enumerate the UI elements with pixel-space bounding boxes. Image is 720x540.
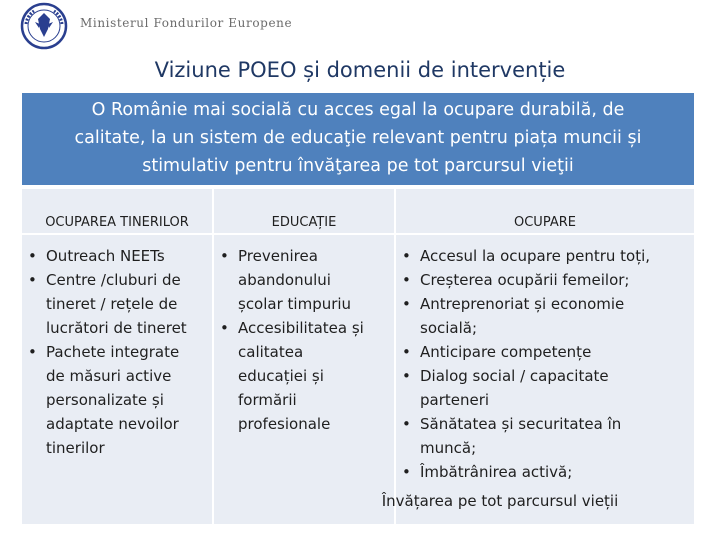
- list-item-line: tineret / rețele de: [46, 295, 178, 313]
- list-item-line: de măsuri active: [46, 367, 172, 385]
- list-item-line: • Creșterea ocupării femeilor;: [420, 271, 630, 289]
- vision-box: [22, 93, 694, 185]
- list-ocupare: [396, 244, 694, 484]
- list-item: [396, 244, 694, 268]
- lifelong-learning-label: Învățarea pe tot parcursul vieții: [381, 492, 619, 510]
- ministry-name: Ministerul Fondurilor Europene: [80, 16, 293, 30]
- list-item-line: • Antreprenoriat și economie: [420, 295, 625, 313]
- list-item-line: • Accesul la ocupare pentru toți,: [420, 247, 651, 265]
- column-heading-ocuparea-tinerilor: OCUPAREA TINERILOR: [45, 215, 189, 230]
- vision-line: O Românie mai socială cu acces egal la ocupare durabilă, de: [91, 100, 625, 120]
- list-item-line: abandonului: [238, 271, 331, 289]
- list-item: [396, 364, 694, 412]
- list-item: [214, 244, 394, 316]
- list-item-line: adaptate nevoilor: [46, 415, 179, 433]
- list-item-line: profesionale: [238, 415, 331, 433]
- column-heading-ocupare: OCUPARE: [514, 215, 576, 230]
- header-divider: [22, 233, 694, 235]
- list-item-line: • Sănătatea și securitatea în: [420, 415, 622, 433]
- list-item: [22, 244, 212, 268]
- list-ocuparea-tinerilor: [22, 244, 212, 460]
- slide-title: Viziune POEO și domenii de intervenție: [154, 58, 566, 82]
- list-item: [396, 268, 694, 292]
- list-item-line: • Anticipare competențe: [420, 343, 592, 361]
- vision-line: stimulativ pentru învăţarea pe tot parcursul vieţii: [142, 156, 574, 176]
- list-item-line: • Prevenirea: [238, 247, 318, 265]
- list-item-line: calitatea: [238, 343, 304, 361]
- list-item: [396, 412, 694, 460]
- list-item-line: parteneri: [420, 391, 490, 409]
- list-item-line: • Centre /cluburi de: [46, 271, 181, 289]
- list-item-line: • Accesibilitatea și: [238, 319, 364, 337]
- list-item-line: tinerilor: [46, 439, 105, 457]
- list-item-line: socială;: [420, 319, 478, 337]
- list-item-line: muncă;: [420, 439, 477, 457]
- list-item: [22, 340, 212, 460]
- list-item: [396, 292, 694, 340]
- header: [0, 0, 720, 52]
- intervention-table: [22, 189, 694, 524]
- romania-government-crest-icon: [18, 2, 70, 50]
- list-item-line: formării: [238, 391, 297, 409]
- list-item-line: • Îmbătrânirea activă;: [420, 463, 573, 481]
- list-item: [22, 268, 212, 340]
- list-item: [396, 460, 694, 484]
- list-item: [214, 316, 394, 436]
- list-educatie: [214, 244, 394, 436]
- list-item-line: • Pachete integrate: [46, 343, 180, 361]
- list-item-line: personalizate și: [46, 391, 164, 409]
- list-item-line: • Outreach NEETs: [46, 247, 165, 265]
- list-item-line: lucrători de tineret: [46, 319, 187, 337]
- list-item-line: • Dialog social / capacitate: [420, 367, 609, 385]
- list-item-line: școlar timpuriu: [238, 295, 352, 313]
- column-heading-educatie: EDUCAȚIE: [271, 215, 337, 230]
- list-item: [396, 340, 694, 364]
- vision-line: calitate, la un sistem de educaţie relevant pentru piața muncii și: [74, 128, 642, 148]
- list-item-line: educației și: [238, 367, 324, 385]
